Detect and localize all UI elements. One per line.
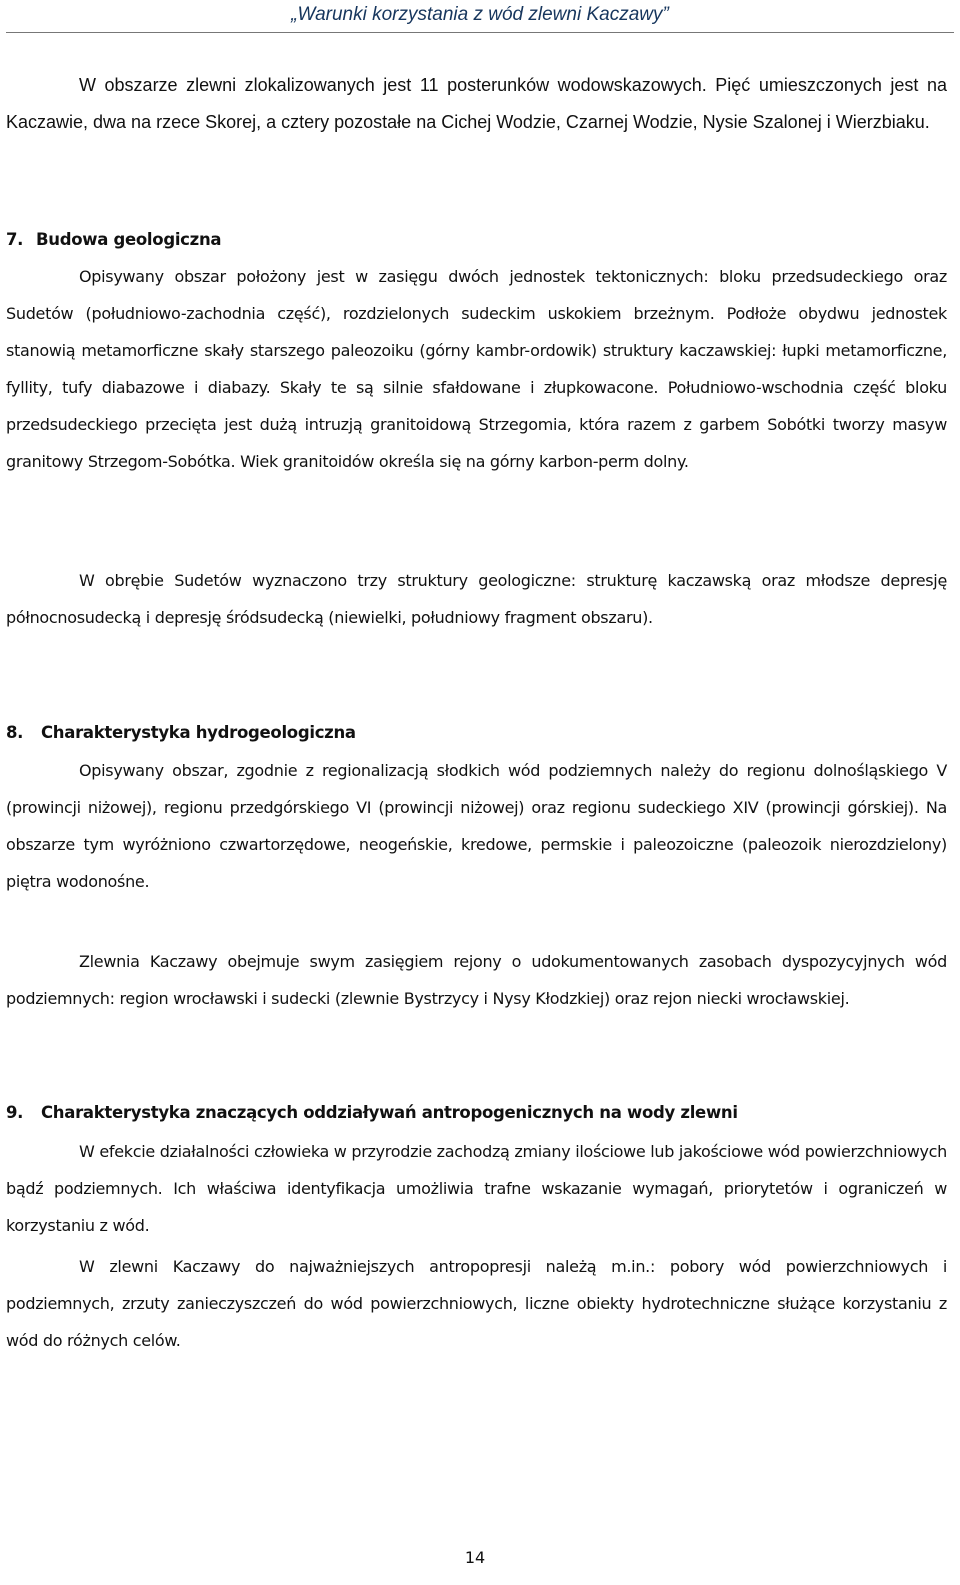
- section-number: 9.: [6, 1103, 24, 1122]
- section-heading-9: [6, 1100, 947, 1126]
- section-7-paragraph-2: W obrębie Sudetów wyznaczono trzy struktury geologiczne: strukturę kaczawską oraz młodsze depresję północnosudecką i depresję śródsudecką (niewielki, południowy fragment obszaru).: [6, 571, 947, 627]
- section-title: Charakterystyka hydrogeologiczna: [41, 723, 356, 742]
- section-number: 8.: [6, 723, 24, 742]
- section-7-paragraph-1: Opisywany obszar położony jest w zasięgu dwóch jednostek tektonicznych: bloku przedsudeckiego oraz Sudetów (południowo-zachodnia część), rozdzielonych sudeckim uskokiem brzeżnym. Podłoże obydwu jednostek stanowią metamorficzne skały starszego paleozoiku (górny kambr-ordowik) struktury kaczawskiej: łupki metamorficzne, fyllity, tufy diabazowe i diabazy. Skały te są silnie sfałdowane i złupkowacone. Południowo-wschodnia część bloku przedsudeckiego przecięta jest dużą intruzją granitoidową Strzegomia, która razem z garbem Sobótki tworzy masyw granitowy Strzegom-Sobótka. Wiek granitoidów określa się na górny karbon-perm dolny.: [6, 267, 947, 471]
- section-title: Charakterystyka znaczących oddziaływań antropogenicznych na wody zlewni: [41, 1103, 738, 1122]
- header-divider: [6, 32, 954, 33]
- section-9-paragraph-2: W zlewni Kaczawy do najważniejszych antropopresji należą m.in.: pobory wód powierzchniowych i podziemnych, zrzuty zanieczyszczeń do wód powierzchniowych, liczne obiekty hydrotechniczne służące korzystaniu z wód do różnych celów.: [6, 1257, 947, 1350]
- section-number: 7.: [6, 230, 24, 249]
- page-number: 14: [464, 1548, 486, 1567]
- section-8-paragraph-2: Zlewnia Kaczawy obejmuje swym zasięgiem rejony o udokumentowanych zasobach dyspozycyjnych wód podziemnych: region wrocławski i sudecki (zlewnie Bystrzycy i Nysy Kłodzkiej) oraz rejon niecki wrocławskiej.: [6, 952, 947, 1008]
- section-8-paragraph-1: Opisywany obszar, zgodnie z regionalizacją słodkich wód podziemnych należy do regionu dolnośląskiego V (prowincji niżowej), regionu przedgórskiego VI (prowincji niżowej) oraz regionu sudeckiego XIV (prowincji górskiej). Na obszarze tym wyróżniono czwartorzędowe, neogeńskie, kredowe, permskie i paleozoiczne (paleozoik nierozdzielony) piętra wodonośne.: [6, 761, 947, 891]
- section-title: Budowa geologiczna: [36, 230, 222, 249]
- intro-paragraph: W obszarze zlewni zlokalizowanych jest 11 posterunków wodowskazowych. Pięć umieszczonych jest na Kaczawie, dwa na rzece Skorej, a cztery pozostałe na Cichej Wodzie, Czarnej Wodzie, Nysie Szalonej i Wierzbiaku.: [6, 75, 947, 132]
- section-heading-8: [6, 720, 947, 746]
- running-header: „Warunki korzystania z wód zlewni Kaczawy”: [291, 4, 669, 25]
- section-heading-7: [6, 227, 947, 253]
- section-9-paragraph-1: W efekcie działalności człowieka w przyrodzie zachodzą zmiany ilościowe lub jakościowe wód powierzchniowych bądź podziemnych. Ich właściwa identyfikacja umożliwia trafne wskazanie wymagań, priorytetów i ograniczeń w korzystaniu z wód.: [6, 1142, 947, 1235]
